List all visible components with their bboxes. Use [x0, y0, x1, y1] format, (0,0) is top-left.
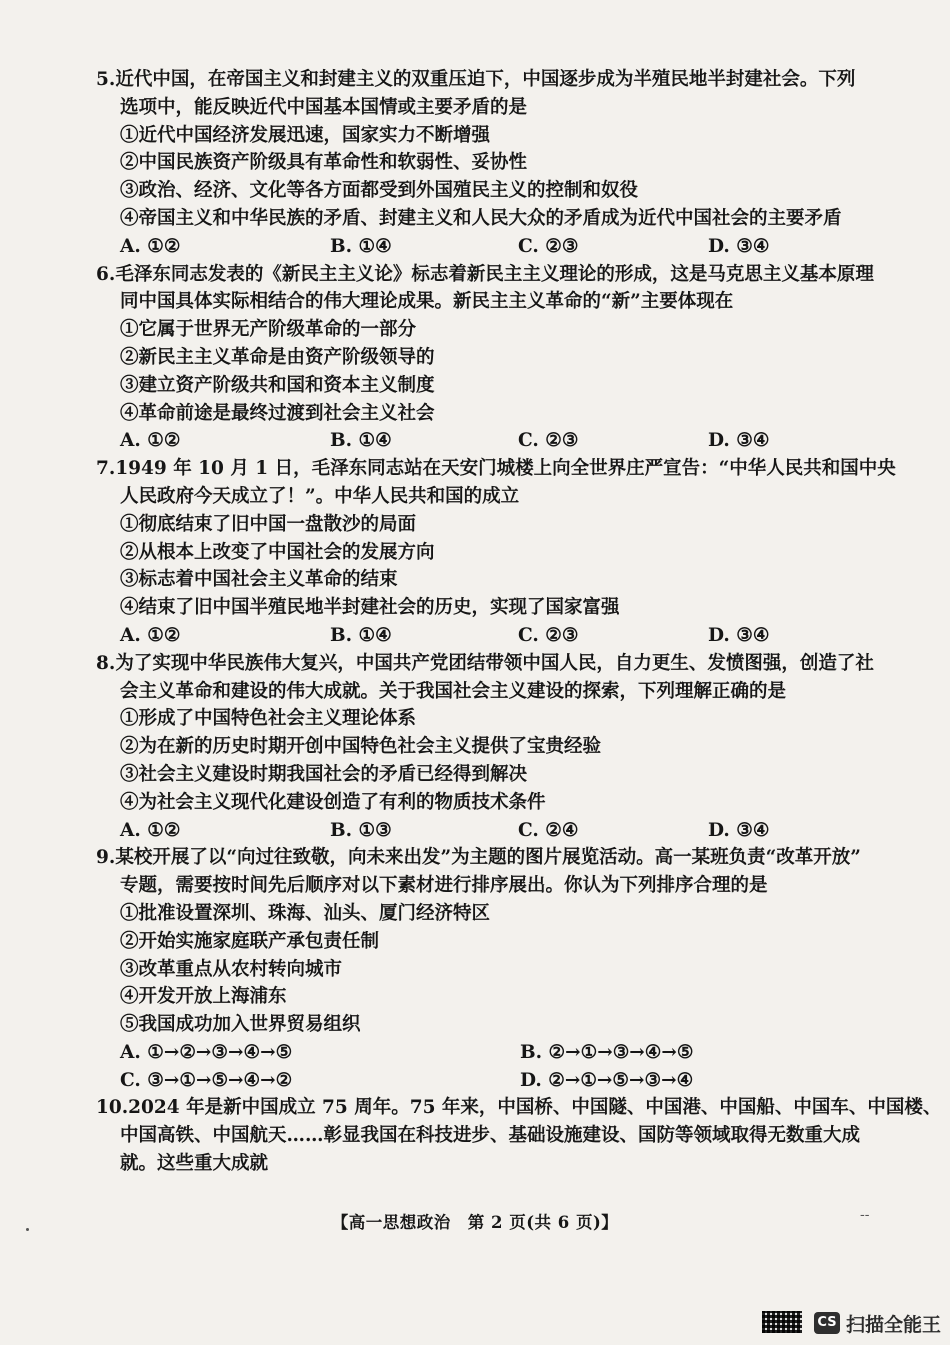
question-stem-line: 7.1949 年 10 月 1 日，毛泽东同志站在天安门城楼上向全世界庄严宣告：“中华人民共和国中央 [96, 458, 896, 480]
statement-option: ③建立资产阶级共和国和资本主义制度 [120, 374, 435, 396]
statement-option: ④革命前途是最终过渡到社会主义社会 [120, 402, 435, 424]
question-list [96, 66, 942, 1178]
question-8 [96, 650, 876, 845]
statement-option: ①彻底结束了旧中国一盘散沙的局面 [120, 513, 417, 535]
statement-option: ⑤我国成功加入世界贸易组织 [120, 1014, 361, 1036]
answer-choices [96, 233, 876, 261]
choice-a: A. ①→②→③→④→⑤ [120, 1041, 293, 1063]
question-6 [96, 261, 876, 456]
question-stem-line: 就。这些重大成就 [120, 1153, 269, 1175]
question-10 [96, 1094, 942, 1177]
choice-c: C. ②③ [518, 430, 579, 452]
answer-choices [96, 1039, 876, 1067]
statement-option: ①它属于世界无产阶级革命的一部分 [120, 319, 417, 341]
choice-b: B. ①④ [330, 624, 392, 646]
question-stem-line: 专题，需要按时间先后顺序对以下素材进行排序展出。你认为下列排序合理的是 [120, 875, 768, 897]
answer-choices [96, 427, 876, 455]
question-stem-line: 10.2024 年是新中国成立 75 周年。75 年来，中国桥、中国隧、中国港、中国船、中国车、中国楼、 [96, 1097, 942, 1119]
statement-option: ②新民主主义革命是由资产阶级领导的 [120, 346, 435, 368]
choice-a: A. ①② [120, 624, 181, 646]
choice-c: C. ②④ [518, 819, 579, 841]
answer-choices [96, 622, 876, 650]
qr-code-icon [762, 1311, 802, 1333]
choice-a: A. ①② [120, 430, 181, 452]
question-stem-line: 选项中，能反映近代中国基本国情或主要矛盾的是 [120, 96, 528, 118]
statement-option: ②中国民族资产阶级具有革命性和软弱性、妥协性 [120, 152, 528, 174]
statement-option: ③标志着中国社会主义革命的结束 [120, 569, 398, 591]
choice-c: C. ②③ [518, 624, 579, 646]
choice-b: B. ①③ [330, 819, 392, 841]
scanner-logo-icon: CS [814, 1312, 840, 1334]
choice-b: B. ①④ [330, 235, 392, 257]
statement-option: ①批准设置深圳、珠海、汕头、厦门经济特区 [120, 902, 491, 924]
choice-b: B. ②→①→③→④→⑤ [520, 1041, 694, 1063]
statement-option: ①形成了中国特色社会主义理论体系 [120, 708, 417, 730]
choice-d: D. ②→①→⑤→③→④ [520, 1069, 694, 1091]
answer-choices [96, 817, 876, 845]
choice-b: B. ①④ [330, 430, 392, 452]
question-stem-line: 同中国具体实际相结合的伟大理论成果。新民主主义革命的“新”主要体现在 [120, 291, 734, 313]
footer-dash: -- [860, 1207, 870, 1223]
question-stem-line: 中国高铁、中国航天……彰显我国在科技进步、基础设施建设、国防等领域取得无数重大成 [120, 1125, 861, 1147]
statement-option: ②开始实施家庭联产承包责任制 [120, 930, 380, 952]
statement-option: ④结束了旧中国半殖民地半封建社会的历史，实现了国家富强 [120, 597, 620, 619]
question-stem-line: 9.某校开展了以“向过往致敬，向未来出发”为主题的图片展览活动。高一某班负责“改革开放” [96, 847, 861, 869]
statement-option: ②为在新的历史时期开创中国特色社会主义提供了宝贵经验 [120, 736, 602, 758]
choice-d: D. ③④ [708, 819, 770, 841]
choice-a: A. ①② [120, 819, 181, 841]
page-footer: 【高一思想政治 第 2 页(共 6 页)】 [331, 1213, 619, 1232]
question-stem-line: 5.近代中国，在帝国主义和封建主义的双重压迫下，中国逐步成为半殖民地半封建社会。下列 [96, 69, 856, 90]
question-5 [96, 66, 876, 261]
choice-d: D. ③④ [708, 624, 770, 646]
question-stem-line: 6.毛泽东同志发表的《新民主主义论》标志着新民主主义理论的形成，这是马克思主义基本原理 [96, 263, 874, 285]
statement-option: ③社会主义建设时期我国社会的矛盾已经得到解决 [120, 763, 528, 785]
choice-d: D. ③④ [708, 235, 770, 257]
statement-option: ④帝国主义和中华民族的矛盾、封建主义和人民大众的矛盾成为近代中国社会的主要矛盾 [120, 207, 842, 229]
question-stem-line: 8.为了实现中华民族伟大复兴，中国共产党团结带领中国人民，自力更生、发愤图强，创造了社 [96, 652, 874, 674]
question-stem-line: 人民政府今天成立了！”。中华人民共和国的成立 [120, 485, 520, 507]
answer-choices [96, 1067, 876, 1095]
question-7 [96, 455, 896, 650]
statement-option: ③政治、经济、文化等各方面都受到外国殖民主义的控制和奴役 [120, 180, 639, 202]
question-9 [96, 844, 876, 1094]
statement-option: ④开发开放上海浦东 [120, 986, 287, 1008]
question-stem-line: 会主义革命和建设的伟大成就。关于我国社会主义建设的探索，下列理解正确的是 [120, 680, 787, 702]
statement-option: ②从根本上改变了中国社会的发展方向 [120, 541, 435, 563]
choice-c: C. ②③ [518, 235, 579, 257]
choice-c: C. ③→①→⑤→④→② [120, 1069, 293, 1091]
scanner-watermark: 扫描全能王 [846, 1314, 942, 1336]
statement-option: ④为社会主义现代化建设创造了有利的物质技术条件 [120, 791, 546, 813]
statement-option: ③改革重点从农村转向城市 [120, 958, 343, 980]
choice-d: D. ③④ [708, 430, 770, 452]
statement-option: ①近代中国经济发展迅速，国家实力不断增强 [120, 124, 491, 146]
choice-a: A. ①② [120, 235, 181, 257]
